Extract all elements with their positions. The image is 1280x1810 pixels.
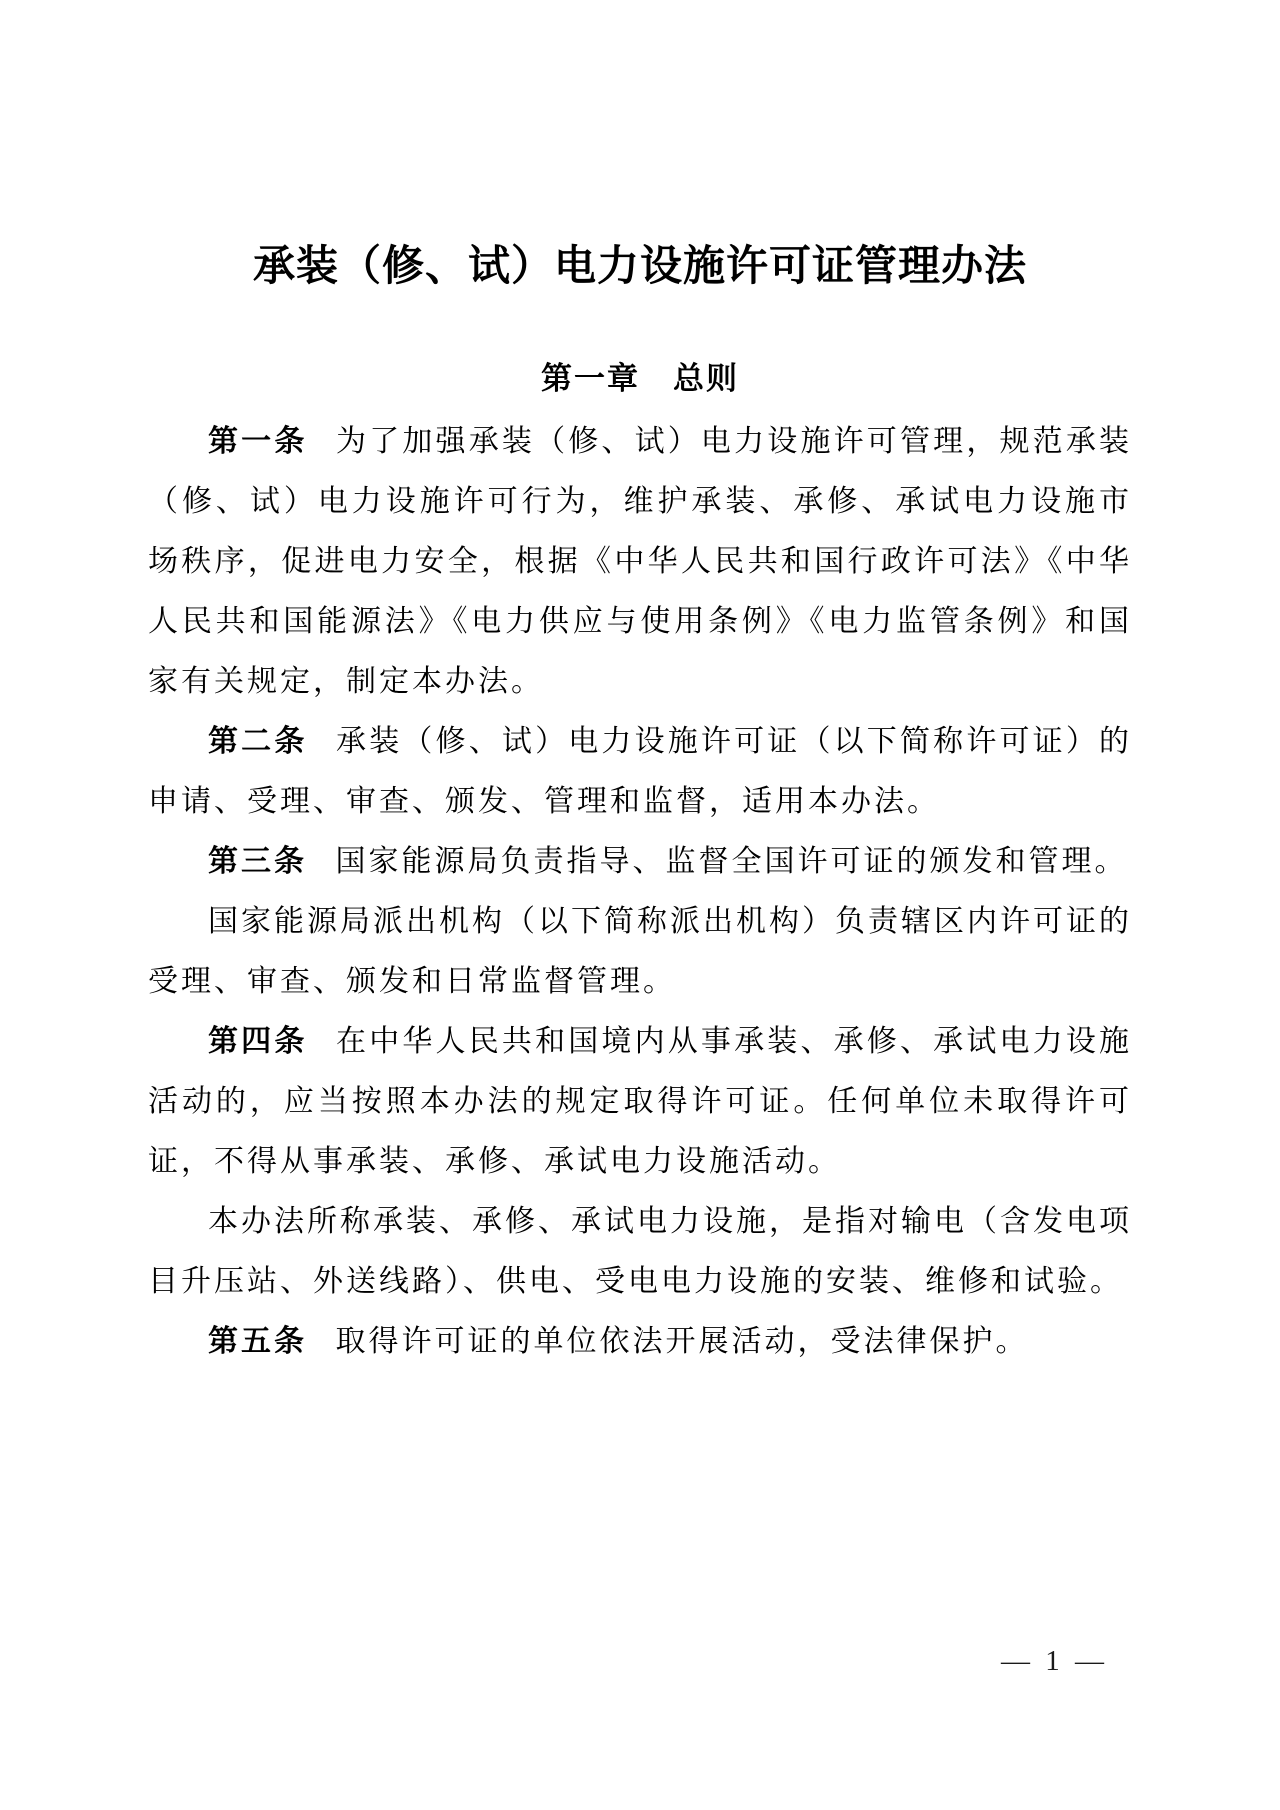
article-text: 取得许可证的单位依法开展活动，受法律保护。: [335, 1324, 1029, 1358]
document-body: [148, 412, 1132, 1372]
paragraph-article-3-continuation: [148, 892, 1132, 1012]
document-title: 承装（修、试）电力设施许可证管理办法: [252, 244, 1027, 290]
article-text: 为了加强承装（修、试）电力设施许可管理，规范承装（修、试）电力设施许可行为，维护承装、承修、承试电力设施市场秩序，促进电力安全，根据《中华人民共和国行政许可法》《中华人民共和国能源法》《电力供应与使用条例》《电力监管条例》和国家有关规定，制定本办法。: [148, 424, 1133, 698]
page-number: — 1 —: [1001, 1645, 1108, 1677]
article-text: 本办法所称承装、承修、承试电力设施，是指对输电（含发电项目升压站、外送线路）、供电、受电电力设施的安装、维修和试验。: [148, 1204, 1132, 1298]
article-number: 第四条: [208, 1024, 308, 1058]
article-text: 在中华人民共和国境内从事承装、承修、承试电力设施活动的，应当按照本办法的规定取得许可证。任何单位未取得许可证，不得从事承装、承修、承试电力设施活动。: [148, 1024, 1133, 1178]
article-number: 第一条: [208, 424, 308, 458]
paragraph-article-5: [148, 1312, 1132, 1372]
paragraph-article-2: [148, 712, 1132, 832]
article-text: 国家能源局负责指导、监督全国许可证的颁发和管理。: [335, 844, 1128, 878]
article-text: 国家能源局派出机构（以下简称派出机构）负责辖区内许可证的受理、审查、颁发和日常监督管理。: [148, 904, 1132, 998]
paragraph-article-4-continuation: [148, 1192, 1132, 1312]
article-number: 第五条: [208, 1324, 307, 1358]
paragraph-article-3: [148, 832, 1132, 892]
chapter-heading: 第一章 总则: [541, 360, 739, 396]
paragraph-article-1: [148, 412, 1132, 712]
article-text: 承装（修、试）电力设施许可证（以下简称许可证）的申请、受理、审查、颁发、管理和监督，适用本办法。: [148, 724, 1133, 818]
paragraph-article-4: [148, 1012, 1132, 1192]
article-number: 第三条: [208, 844, 307, 878]
article-number: 第二条: [208, 724, 308, 758]
